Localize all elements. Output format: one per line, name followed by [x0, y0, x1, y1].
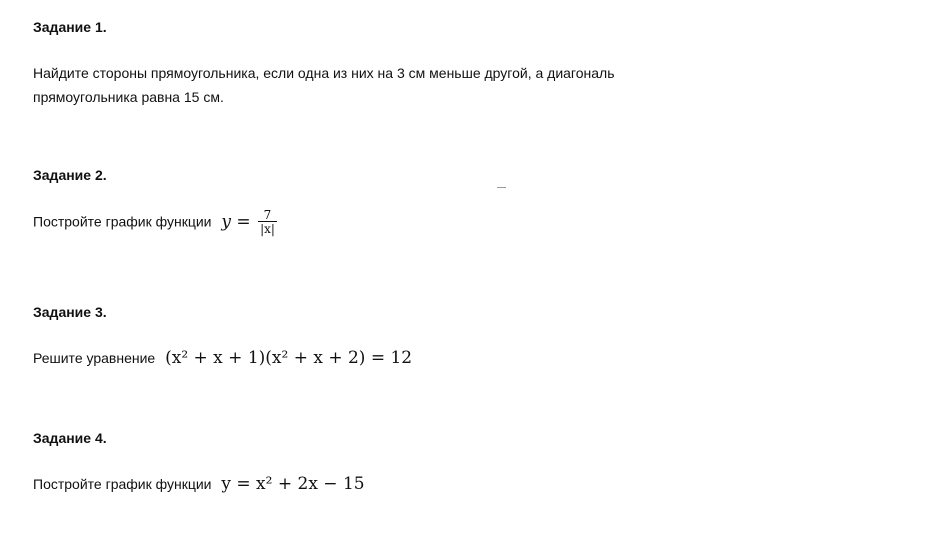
- stray-mark: [497, 187, 506, 188]
- task-2-formula-lhs: y: [221, 211, 231, 232]
- task-4-text: [33, 472, 893, 496]
- task-4: [33, 430, 893, 496]
- task-2-formula-fraction: [258, 209, 277, 235]
- task-4-title: Задание 4.: [33, 430, 107, 446]
- task-4-instruction: Постройте график функции: [33, 476, 212, 492]
- task-3-text: [33, 346, 893, 370]
- task-2-formula-numerator: 7: [263, 208, 272, 222]
- task-2-formula-eq: =: [236, 211, 251, 232]
- task-3-instruction: Решите уравнение: [33, 350, 156, 366]
- task-2-formula-denominator: |x|: [260, 222, 275, 236]
- task-1-title: Задание 1.: [33, 19, 107, 35]
- task-3-formula: (x² + x + 1)(x² + x + 2) = 12: [165, 348, 413, 368]
- task-3: [33, 304, 893, 370]
- task-4-formula: y = x² + 2x − 15: [221, 474, 365, 494]
- task-1-text: [33, 61, 893, 109]
- task-2: [33, 167, 893, 235]
- task-2-text: [33, 209, 893, 235]
- task-3-title: Задание 3.: [33, 304, 107, 320]
- task-2-title: Задание 2.: [33, 167, 107, 183]
- task-2-formula: [221, 208, 277, 236]
- task-1-text-line-2: прямоугольника равна 15 см.: [33, 89, 224, 105]
- task-2-instruction: Постройте график функции: [33, 213, 212, 230]
- task-1-text-line-1: Найдите стороны прямоугольника, если одна из них на 3 см меньше другой, а диагональ: [33, 65, 615, 81]
- task-1: [33, 19, 893, 109]
